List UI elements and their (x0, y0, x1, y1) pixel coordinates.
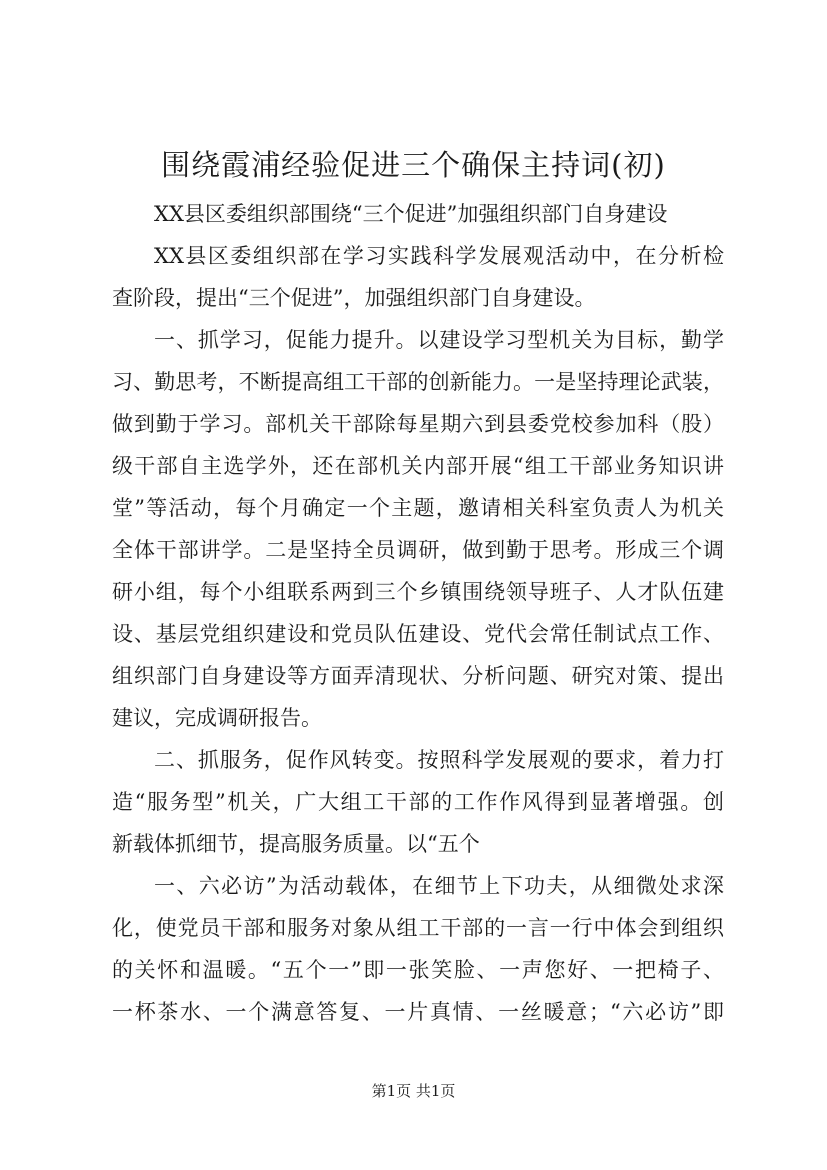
paragraph-line: 做到勤于学习。部机关干部除每星期六到县委党校参加科（股） (112, 412, 724, 436)
paragraph-line: 一杯茶水、一个满意答复、一片真情、一丝暖意；“六必访”即 (112, 1000, 724, 1024)
paragraph-line: 一、六必访”为活动载体，在细节上下功夫，从细微处求深 (154, 874, 724, 898)
paragraph-line: 研小组，每个小组联系两到三个乡镇围绕领导班子、人才队伍建 (112, 580, 724, 604)
paragraph-line: 新载体抓细节，提高服务质量。以“五个 (112, 832, 480, 856)
paragraph-line: 全体干部讲学。二是坚持全员调研，做到勤于思考。形成三个调 (112, 538, 724, 562)
paragraph-line: 化，使党员干部和服务对象从组工干部的一言一行中体会到组织 (112, 916, 724, 940)
paragraph-line: 设、基层党组织建设和党员队伍建设、党代会常任制试点工作、 (112, 622, 724, 646)
paragraph-line: 一、抓学习，促能力提升。以建设学习型机关为目标，勤学 (154, 328, 724, 352)
page-footer: 第1页 共1页 (371, 1082, 456, 1100)
paragraph-line: 组织部门自身建设等方面弄清现状、分析问题、研究对策、提出 (112, 664, 724, 688)
document-title: 围绕霞浦经验促进三个确保主持词(初) (161, 148, 666, 182)
paragraph-line: 级干部自主选学外，还在部机关内部开展“组工干部业务知识讲 (112, 454, 724, 478)
paragraph-line: 建议，完成调研报告。 (112, 706, 322, 730)
paragraph-line: 堂”等活动，每个月确定一个主题，邀请相关科室负责人为机关 (112, 496, 724, 520)
paragraph-line: 查阶段，提出“三个促进”，加强组织部门自身建设。 (112, 286, 596, 310)
subtitle-line: XX县区委组织部围绕“三个促进”加强组织部门自身建设 (154, 202, 668, 226)
paragraph-line: 二、抓服务，促作风转变。按照科学发展观的要求，着力打 (154, 748, 724, 772)
paragraph-line: 造“服务型”机关，广大组工干部的工作作风得到显著增强。创 (112, 790, 724, 814)
paragraph-line: 的关怀和温暖。“五个一”即一张笑脸、一声您好、一把椅子、 (112, 958, 724, 982)
paragraph-line: 习、勤思考，不断提高组工干部的创新能力。一是坚持理论武装， (112, 370, 724, 394)
paragraph-line: XX县区委组织部在学习实践科学发展观活动中，在分析检 (154, 244, 724, 268)
